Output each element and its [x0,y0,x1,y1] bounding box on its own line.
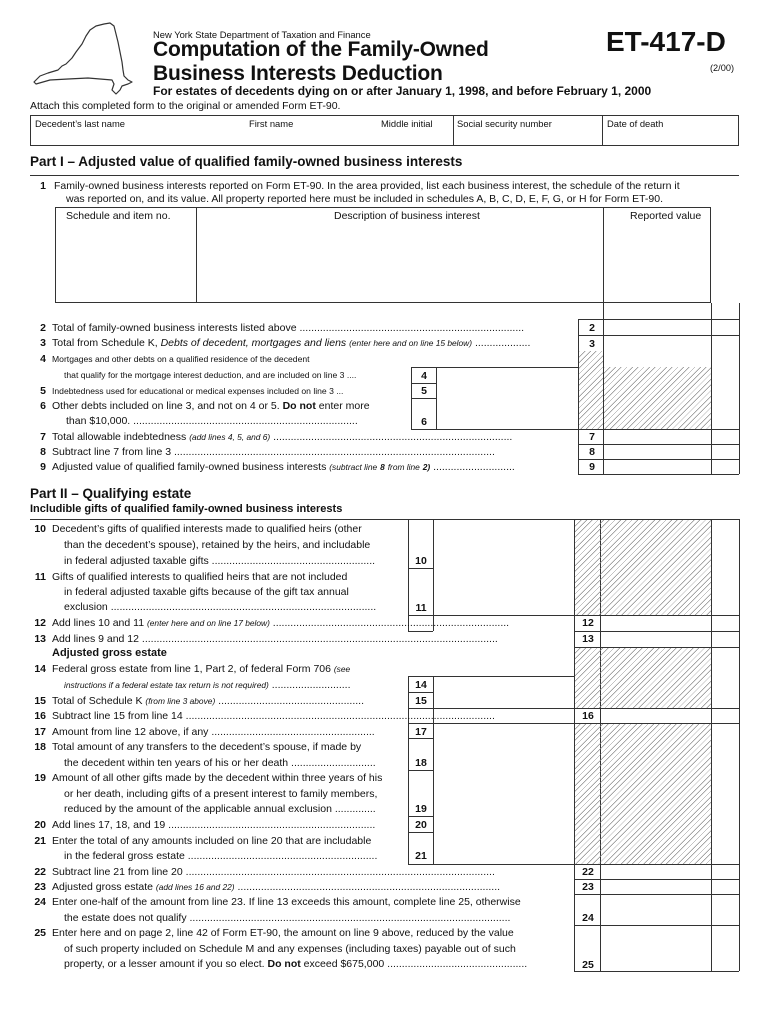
line19-box-label: 19 [415,803,427,815]
line-number: 21 [34,835,46,847]
line17-amount[interactable] [434,724,573,737]
line19-text-cont: reduced by the amount of the applicable annual exclusion .............. [64,803,376,815]
col-value-header: Reported value [630,210,702,222]
line21-text: Enter the total of any amounts included on line 20 that are includable [52,835,372,847]
line8-text: Subtract line 7 from line 3 .............................................................................................................. [52,446,495,458]
line7-text: Total allowable indebtedness (add lines 4, 5, and 6) .................................................................................. [52,431,513,443]
line25-text-cont: property, or a lesser amount if you so elect. Do not exceed $675,000 ................................................ [64,958,528,970]
line2-text: Total of family-owned business interests listed above ............................................................................. [52,322,525,334]
line11-text-cont: exclusion ........................................................................................... [64,601,377,613]
line-number: 1 [40,180,46,192]
line-number: 5 [40,385,46,397]
line-number: 25 [34,927,46,939]
line-number: 7 [40,431,46,443]
form-revision: (2/00) [710,63,735,73]
line14-box-label: 14 [415,679,427,691]
line7-box-label: 7 [589,431,595,443]
line15-text: Total of Schedule K (from line 3 above) .................................................. [52,695,365,707]
line7-amount[interactable] [604,430,710,443]
line12-amount[interactable] [601,616,710,630]
line24-text: Enter one-half of the amount from line 23. If line 13 exceeds this amount, complete line 25, otherwise [52,896,521,908]
line10-box-label: 10 [415,555,427,567]
ssn-label: Social security number [457,118,552,129]
line-number: 11 [34,571,46,583]
line11-text: Gifts of qualified interests to qualified heirs that are not included [52,571,348,583]
part1-heading: Part I – Adjusted value of qualified family-owned business interests [30,154,463,169]
line4-box-label: 4 [421,370,427,382]
line-number: 6 [40,400,46,412]
adjusted-gross-estate-heading: Adjusted gross estate [52,647,167,659]
line-number: 24 [34,896,46,908]
line9-box-label: 9 [589,461,595,473]
col-description-header: Description of business interest [334,210,480,222]
line20-box-label: 20 [415,819,427,831]
line6-text-cont: than $10,000. ............................................................................. [66,415,358,427]
hatched-area [579,351,603,430]
line3-amount[interactable] [604,336,710,350]
line20-amount[interactable] [434,817,573,831]
form-id: ET-417-D [606,26,726,57]
line25-amount[interactable] [601,926,710,970]
decedent-name-field[interactable] [31,130,451,145]
line23-box-label: 23 [582,881,594,893]
line17-text: Amount from line 12 above, if any ........................................................ [52,726,375,738]
hatched-area [575,520,711,615]
line10-text: Decedent’s gifts of qualified interests made to qualified heirs (other [52,523,362,535]
line25-text: Enter here and on page 2, line 42 of Form ET-90, the amount on line 9 above, reduced by the value [52,927,514,939]
line3-box-label: 3 [589,338,595,350]
line21-text-cont: in the federal gross estate ................................................................. [64,850,378,862]
agency-name: New York State Department of Taxation and Finance [153,29,371,40]
line2-amount[interactable] [604,320,710,334]
line-number: 18 [34,741,46,753]
line-number: 20 [34,819,46,831]
ssn-field[interactable] [454,130,601,145]
attach-instruction: Attach this completed form to the original or amended Form ET-90. [30,100,341,112]
line11-amount[interactable] [434,569,573,614]
line4-amount[interactable] [437,368,577,382]
line25-text-cont: of such property included on Schedule M and any expenses (including taxes) payable out of such [64,943,516,955]
part2-subheading: Includible gifts of qualified family-owned business interests [30,503,343,515]
first-name-label: First name [249,118,294,129]
line3-text: Total from Schedule K, Debts of decedent, mortgages and liens (enter here and on line 15 below) ................... [52,337,531,349]
line19-text-cont: or her death, including gifts of a present interest to family members, [64,788,378,800]
middle-initial-label: Middle initial [381,118,433,129]
line23-text: Adjusted gross estate (add lines 16 and 22) .......................................................................................... [52,881,501,893]
line8-box-label: 8 [589,446,595,458]
line16-text: Subtract line 15 from line 14 .......................................................................................................... [52,710,495,722]
line-number: 12 [34,617,46,629]
line14-text: Federal gross estate from line 1, Part 2, of federal Form 706 (see [52,663,351,675]
line5-text: Indebtedness used for educational or medical expenses included on line 3 ... [52,386,344,396]
line5-box-label: 5 [421,385,427,397]
line4-text-cont: that qualify for the mortgage interest deduction, and are included on line 3 .... [64,370,357,380]
line-number: 14 [34,663,46,675]
line11-box-label: 11 [415,602,427,614]
line12-text: Add lines 10 and 11 (enter here and on line 17 below) ................................................................................. [52,617,510,629]
line-number: 3 [40,337,46,349]
line-number: 17 [34,726,46,738]
line6-box-label: 6 [421,416,427,428]
line-number: 22 [34,866,46,878]
line13-amount[interactable] [601,632,710,646]
line14-amount[interactable] [434,677,573,691]
line25-box-label: 25 [582,959,594,971]
date-of-death-label: Date of death [607,118,664,129]
line21-amount[interactable] [434,833,573,863]
new-york-state-map-icon [28,18,136,100]
line20-text: Add lines 17, 18, and 19 ....................................................................... [52,819,376,831]
line22-amount[interactable] [601,865,710,878]
line-number: 16 [34,710,46,722]
line22-text: Subtract line 21 from line 20 .......................................................................................................... [52,866,495,878]
part2-heading: Part II – Qualifying estate [30,486,192,501]
line18-text: Total amount of any transfers to the decedent’s spouse, if made by [52,741,362,753]
form-title-line2: Business Interests Deduction [153,62,443,85]
form-subtitle: For estates of decedents dying on or after January 1, 1998, and before February 1, 2000 [153,84,652,98]
line13-text: Add lines 9 and 12 .......................................................................................................................... [52,633,498,645]
schedule-item-input[interactable] [56,224,195,302]
reported-value-input[interactable] [604,224,710,302]
line6-text: Other debts included on line 3, and not on 4 or 5. Do not enter more [52,400,370,412]
line21-box-label: 21 [415,850,427,862]
line18-amount[interactable] [434,739,573,769]
line15-box-label: 15 [415,695,427,707]
line-number: 8 [40,446,46,458]
line19-text: Amount of all other gifts made by the decedent within three years of his [52,772,383,784]
line-number: 15 [34,695,46,707]
line1-text: Family-owned business interests reported on Form ET-90. In the area provided, list each business interest, the schedule of the return it [54,180,680,192]
line16-amount[interactable] [601,709,710,722]
line22-box-label: 22 [582,866,594,878]
line23-amount[interactable] [601,880,710,893]
line10-text-cont: in federal adjusted taxable gifts ........................................................ [64,555,376,567]
line10-amount[interactable] [434,520,573,567]
last-name-label: Decedent’s last name [35,118,125,129]
col-schedule-header: Schedule and item no. [66,210,171,222]
line-number: 10 [34,523,46,535]
line-number: 19 [34,772,46,784]
line9-text: Adjusted value of qualified family-owned business interests (subtract line 8 from line 2) ............................ [52,461,515,473]
line17-box-label: 17 [415,726,427,738]
form-title-line1: Computation of the Family-Owned [153,38,489,61]
line18-box-label: 18 [415,757,427,769]
line24-amount[interactable] [601,895,710,924]
line14-text-cont: instructions if a federal estate tax return is not required) ........................... [64,679,351,691]
hatched-area [575,647,711,708]
hatched-area [604,367,711,430]
line24-box-label: 24 [582,912,594,924]
line5-amount[interactable] [437,384,577,397]
line13-box-label: 13 [582,633,594,645]
line11-text-cont: in federal adjusted taxable gifts because of the gift tax annual [64,586,349,598]
line-number: 9 [40,461,46,473]
line24-text-cont: the estate does not qualify .............................................................................................................. [64,912,511,924]
line19-amount[interactable] [434,771,573,815]
line6-amount[interactable] [437,399,577,428]
date-of-death-field[interactable] [603,130,738,145]
line-number: 4 [40,353,46,365]
line-number: 2 [40,322,46,334]
line4-text: Mortgages and other debts on a qualified residence of the decedent [52,354,310,364]
line-number: 13 [34,633,46,645]
line18-text-cont: the decedent within ten years of his or her death ............................. [64,757,376,769]
line10-text-cont: than the decedent’s spouse), retained by the heirs, and includable [64,539,371,551]
line16-box-label: 16 [582,710,594,722]
line9-amount[interactable] [604,460,710,473]
line1-text-cont: was reported on, and its value. All property reported here must be included in schedules A, B, C, D, E, F, G, or H for Form ET-90. [66,193,664,205]
line2-box-label: 2 [589,322,595,334]
line12-box-label: 12 [582,617,594,629]
line-number: 23 [34,881,46,893]
hatched-area [575,723,711,864]
line15-amount[interactable] [434,693,573,707]
business-description-input[interactable] [197,224,602,302]
line8-amount[interactable] [604,445,710,458]
